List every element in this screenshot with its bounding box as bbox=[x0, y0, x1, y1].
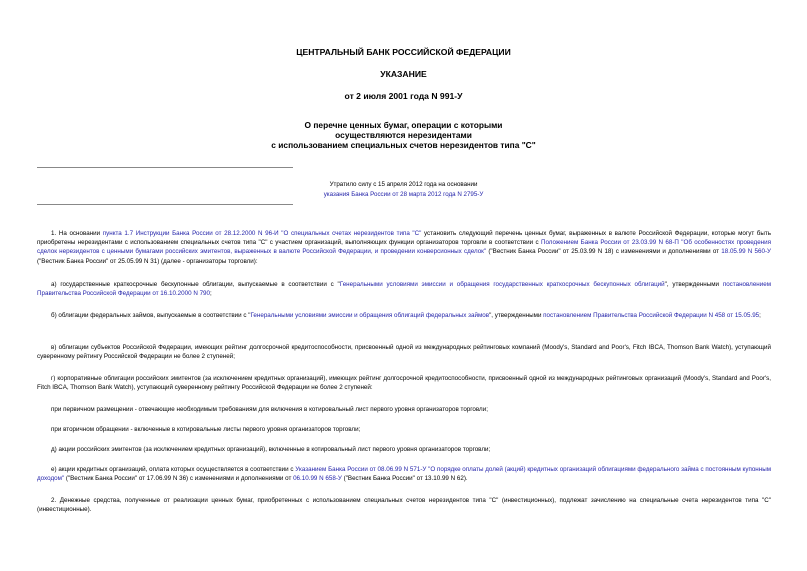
expiry-link-line bbox=[0, 190, 807, 199]
p1-text-e: ("Вестник Банка России" от 25.03.99 N 18) с изменениями и дополнениями от bbox=[486, 248, 722, 256]
pb-text-a: б) облигации федеральных займов, выпускаемые в соответствии с " bbox=[51, 312, 251, 319]
top-divider bbox=[37, 167, 293, 168]
link-gko-conditions[interactable]: Генеральными условиями эмиссии и обращения государственных краткосрочных бескупонных облигаций bbox=[339, 281, 665, 288]
paragraph-g: г) корпоративные облигации российских эмитентов (за исключением кредитных организаций), имеющих рейтинг долгосрочной кредитоспособности, присвоенный одной из международных рейтинговых организаций (Moody's, Standard and Poor's, Fitch IBCA, Thomson Bank Watch), уступающий суверенному рейтингу Российской Федерации не более 2 ступеней: bbox=[37, 375, 771, 392]
paragraph-a bbox=[37, 280, 771, 298]
link-resolution-458[interactable]: постановлением Правительства Российской Федерации N 458 от 15.05.95 bbox=[543, 312, 760, 319]
link-resolution-790[interactable]: постановлением Правительства Российской Федерации от 16.10.2000 N 790 bbox=[37, 281, 772, 298]
link-directive-571u[interactable]: Указанием Банка России от 08.06.99 N 571-У "О порядке оплаты долей (акций) кредитных организаций облигациями федерального займа с постоянным купонным доходом" bbox=[37, 466, 771, 483]
bottom-divider bbox=[37, 204, 293, 205]
pb-text-e: ; bbox=[759, 312, 761, 319]
p1-text-g: ("Вестник Банка России" от 25.05.99 N 31) (далее - организаторы торговли): bbox=[37, 257, 258, 265]
expiry-note: Утратило силу с 15 апреля 2012 года на основании bbox=[329, 181, 478, 188]
paragraph-v: в) облигации субъектов Российской Федерации, имеющих рейтинг долгосрочной кредитоспособности, присвоенный одной из международных рейтинговых компаний (Moody's, Standard and Poor's, Fitch IBCA, Thomson Bank Watch), уступающий суверенному рейтингу Российской Федерации не более 2 ступеней; bbox=[37, 344, 771, 361]
title-line-3: с использованием специальных счетов нерезидентов типа "С" bbox=[271, 140, 536, 150]
expiry-link[interactable]: указания Банка России от 28 марта 2012 года N 2795-У bbox=[323, 191, 484, 198]
doc-type: УКАЗАНИЕ bbox=[380, 69, 427, 79]
paragraph-2: 2. Денежные средства, полученные от реализации ценных бумаг, приобретенных с использованием специальных счетов нерезидентов типа "С" (инвестиционных), подлежат зачислению на специальные счета нерезидентов типа "С" (инвестиционные). bbox=[37, 497, 771, 514]
p1-text-a: 1. На основании bbox=[51, 230, 103, 237]
title-line-2: осуществляются нерезидентами bbox=[335, 130, 472, 140]
link-directive-658u[interactable]: 06.10.99 N 658-У bbox=[293, 475, 342, 483]
paragraph-g-primary: при первичном размещении - отвечающие необходимым требованиям для включения в котировальный лист первого уровня организаторов торговли; bbox=[51, 406, 488, 413]
paragraph-d: д) акции российских эмитентов (за исключением кредитных организаций), включенные в котировальный лист первого уровня организаторов торговли; bbox=[51, 446, 491, 453]
paragraph-e bbox=[37, 465, 771, 483]
pe-text-c: ("Вестник Банка России" от 17.06.99 N 36) с изменениями и дополнениями от bbox=[64, 475, 294, 483]
paragraph-g-secondary: при вторичном обращении - включенные в котировальные листы первого уровня организаторов торговли; bbox=[51, 426, 361, 433]
pa-text-e: ; bbox=[210, 290, 212, 298]
p1-text-c: установить следующий перечень ценных бумаг, выраженных в валюте Российской Федерации, которые могут быть приобретены нерезидентами с использованием специальных счетов типа "С" с участием организаций, выполняющих функции организаторов торговли в соответствии с bbox=[37, 230, 771, 247]
doc-date-number: от 2 июля 2001 года N 991-У bbox=[344, 91, 463, 101]
link-instruction-96i[interactable]: пункта 1.7 Инструкции Банка России от 28.12.2000 N 96-И "О специальных счетах нерезидентов типа "С" bbox=[102, 230, 422, 237]
link-regulation-68p[interactable]: Положением Банка России от 23.03.99 N 68-П "Об особенностях проведения сделок нерезидентов с ценными бумагами российских эмитентов, выраженных в валюте Российской Федерации, и проведении конверсионных сделок" bbox=[37, 239, 772, 256]
org-name: ЦЕНТРАЛЬНЫЙ БАНК РОССИЙСКОЙ ФЕДЕРАЦИИ bbox=[296, 47, 511, 57]
paragraph-b bbox=[37, 311, 771, 320]
pe-text-e: ("Вестник Банка России" от 13.10.99 N 62). bbox=[341, 475, 468, 483]
link-ofz-conditions[interactable]: Генеральными условиями эмиссии и обращения облигаций федеральных займов bbox=[250, 312, 490, 319]
paragraph-1 bbox=[37, 229, 771, 266]
link-directive-560u[interactable]: 18.05.99 N 560-У bbox=[721, 248, 772, 256]
pa-text-a: а) государственные краткосрочные бескупонные облигации, выпускаемые в соответствии с " bbox=[51, 281, 340, 288]
pa-text-c: ", утвержденными bbox=[664, 281, 723, 288]
pe-text-a: е) акции кредитных организаций, оплата которых осуществляется в соответствии с bbox=[51, 466, 296, 473]
title-line-1: О перечне ценных бумаг, операции с которыми bbox=[304, 120, 503, 130]
pb-text-c: ", утвержденными bbox=[489, 312, 544, 319]
